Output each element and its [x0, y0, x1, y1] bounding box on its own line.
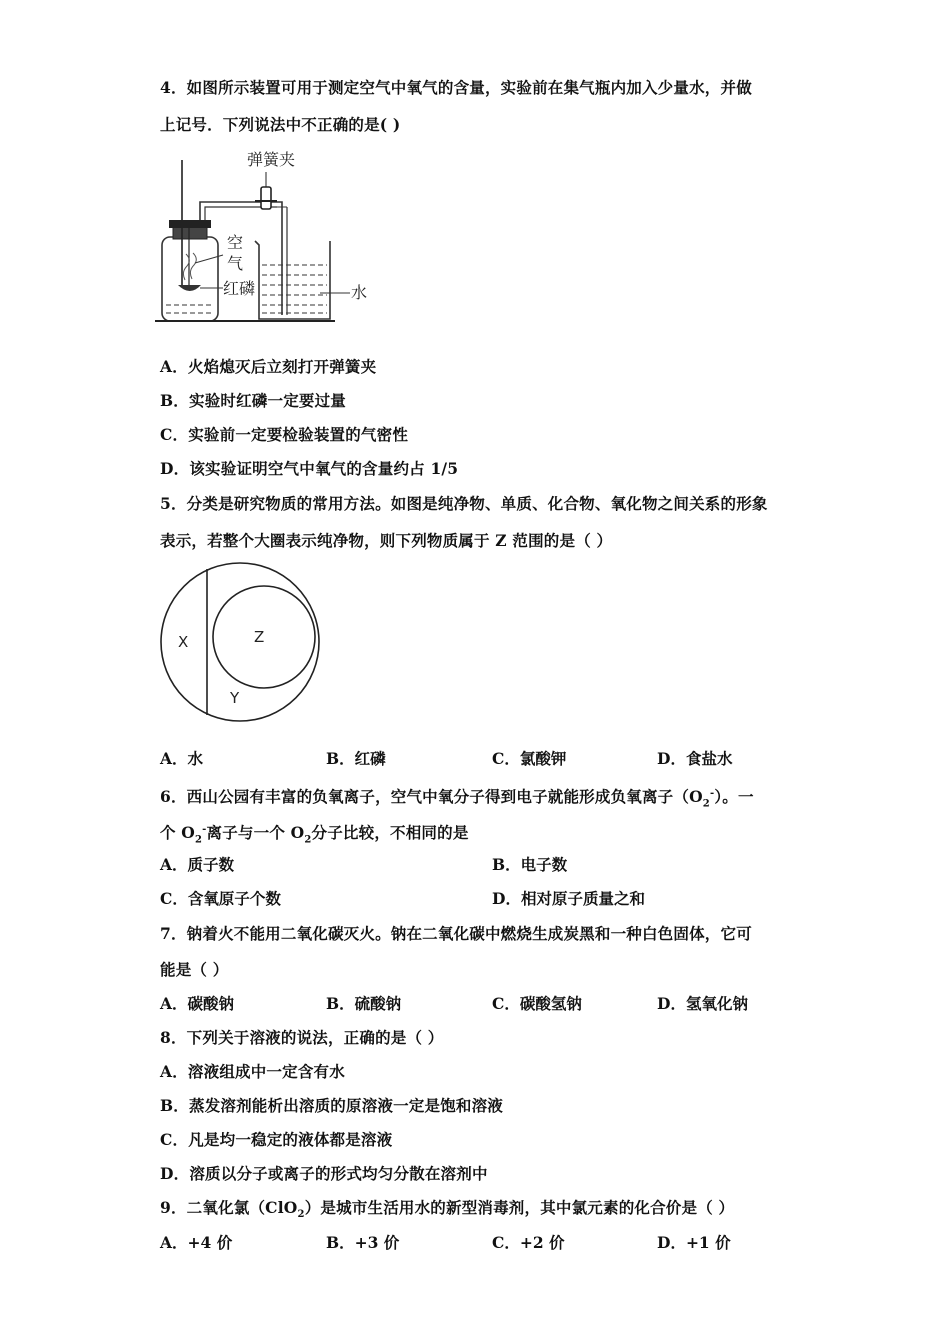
- beaker: [255, 241, 330, 319]
- q6-option-d: D．相对原子质量之和: [492, 889, 645, 908]
- q4-stem-line1: 4．如图所示装置可用于测定空气中氧气的含量，实验前在集气瓶内加入少量水，并做: [160, 78, 752, 97]
- q6-option-b: B．电子数: [492, 855, 568, 874]
- q6-stem-line2: 个 $O_2^-$离子与一个 $O_2$分子比较，不相同的是: [160, 823, 469, 846]
- stopper-top: [169, 220, 211, 228]
- q4-option-d: D．该实验证明空气中氧气的含量约占 1/5: [160, 459, 459, 478]
- q8-stem-line1: 8．下列关于溶液的说法，正确的是（ ）: [160, 1028, 444, 1047]
- q9-option-b: B．+3 价: [326, 1233, 400, 1252]
- q8-option-d: D．溶质以分子或离子的形式均匀分散在溶剂中: [160, 1164, 488, 1183]
- q7-option-d: D．氢氧化钠: [657, 994, 748, 1013]
- q4-apparatus-figure: [155, 145, 375, 330]
- label-phosphorus: 红磷: [223, 279, 256, 298]
- label-water: 水: [351, 283, 368, 302]
- q7-stem-line1: 7．钠着火不能用二氧化碳灭火。钠在二氧化碳中燃烧生成炭黑和一种白色固体，它可: [160, 924, 752, 943]
- label-y: Y: [230, 689, 240, 707]
- q5-option-d: D．食盐水: [657, 749, 733, 768]
- q6-stem-line1: 6．西山公园有丰富的负氧离子，空气中氧分子得到电子就能形成负氧离子$(O_2^-)$。一: [160, 787, 754, 810]
- q6-option-c: C．含氧原子个数: [160, 889, 281, 908]
- q8-option-a: A．溶液组成中一定含有水: [160, 1062, 345, 1081]
- label-air-2: 气: [227, 254, 244, 273]
- q6-option-a: A．质子数: [160, 855, 235, 874]
- q9-stem-line1: 9．二氧化氯（ClO$_2$）是城市生活用水的新型消毒剂，其中氯元素的化合价是（ ）: [160, 1198, 735, 1221]
- q9-option-d: D．+1 价: [657, 1233, 731, 1252]
- q4-option-b: B．实验时红磷一定要过量: [160, 391, 347, 410]
- q4-stem-line2: 上记号．下列说法中不正确的是( ): [160, 115, 401, 134]
- label-x: X: [178, 633, 189, 651]
- q5-classification-figure: [157, 560, 327, 728]
- q8-option-b: B．蒸发溶剂能析出溶质的原溶液一定是饱和溶液: [160, 1096, 504, 1115]
- collecting-jar: [162, 237, 218, 321]
- q7-option-b: B．硫酸钠: [326, 994, 402, 1013]
- q7-option-a: A．碳酸钠: [160, 994, 235, 1013]
- q4-option-c: C．实验前一定要检验装置的气密性: [160, 425, 409, 444]
- q5-option-a: A．水: [160, 749, 204, 768]
- stopper: [173, 227, 207, 239]
- q7-stem-line2: 能是（ ）: [160, 960, 229, 979]
- q5-option-b: B．红磷: [326, 749, 386, 768]
- label-clip: 弹簧夹: [247, 150, 296, 169]
- q5-stem-line2: 表示，若整个大圈表示纯净物，则下列物质属于 Z 范围的是（ ）: [160, 531, 613, 550]
- q4-option-a: A．火焰熄灭后立刻打开弹簧夹: [160, 357, 377, 376]
- spring-clip: [261, 187, 271, 209]
- q5-option-c: C．氯酸钾: [492, 749, 567, 768]
- q7-option-c: C．碳酸氢钠: [492, 994, 582, 1013]
- q9-option-c: C．+2 价: [492, 1233, 565, 1252]
- q9-option-a: A．+4 价: [160, 1233, 233, 1252]
- label-air-1: 空: [227, 233, 244, 252]
- label-z: Z: [254, 628, 265, 646]
- q5-stem-line1: 5．分类是研究物质的常用方法。如图是纯净物、单质、化合物、氧化物之间关系的形象: [160, 494, 768, 513]
- q8-option-c: C．凡是均一稳定的液体都是溶液: [160, 1130, 393, 1149]
